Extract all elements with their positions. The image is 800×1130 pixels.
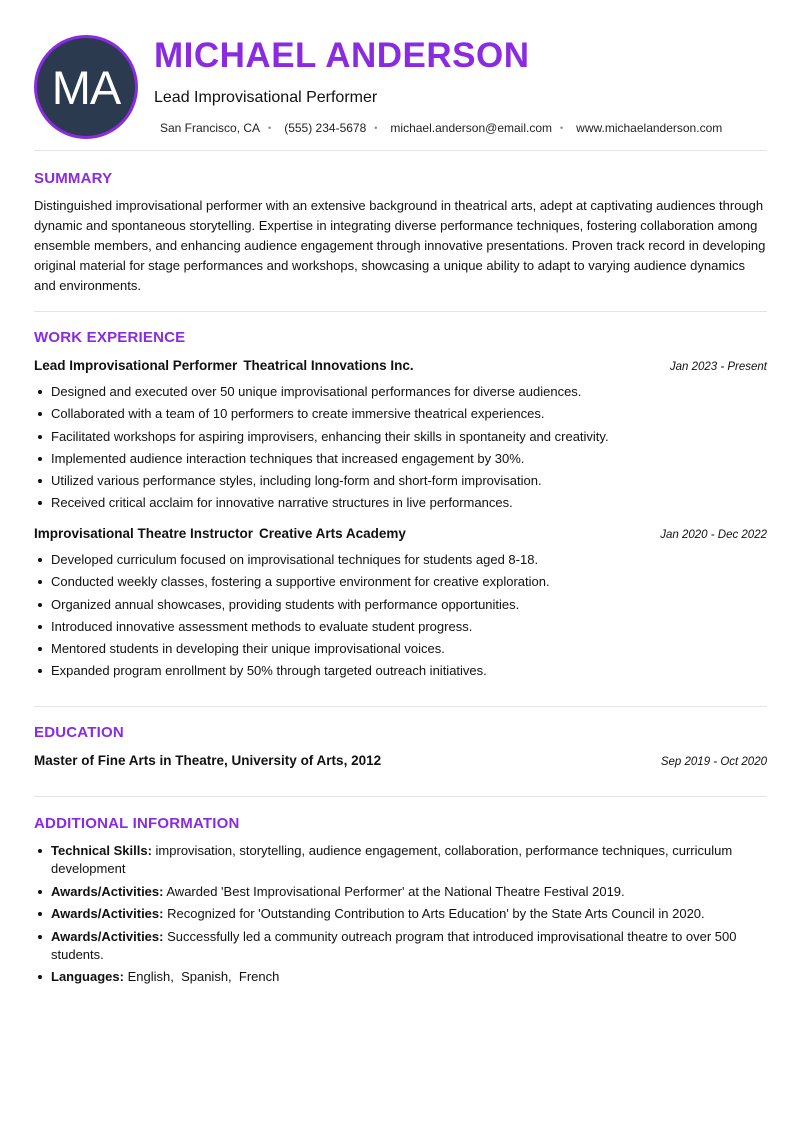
contact-bar bbox=[160, 121, 722, 135]
list-item: Received critical acclaim for innovative narrative structures in live performances. bbox=[34, 494, 767, 512]
divider bbox=[34, 796, 767, 797]
list-item bbox=[34, 883, 767, 901]
job-bullets bbox=[34, 551, 767, 685]
bullet-separator-icon: • bbox=[560, 123, 564, 133]
education-dates: Sep 2019 - Oct 2020 bbox=[660, 756, 767, 768]
list-item: Implemented audience interaction techniques that increased engagement by 30%. bbox=[34, 450, 767, 468]
item-label: Languages: bbox=[51, 969, 124, 984]
education-entry bbox=[34, 753, 767, 768]
section-title-education: EDUCATION bbox=[34, 724, 124, 741]
list-item: Facilitated workshops for aspiring improvisers, enhancing their skills in spontaneity and creativity. bbox=[34, 428, 767, 446]
list-item: Introduced innovative assessment methods to evaluate student progress. bbox=[34, 618, 767, 636]
item-text: Awarded 'Best Improvisational Performer' at the National Theatre Festival 2019. bbox=[166, 883, 625, 899]
list-item bbox=[34, 842, 767, 878]
list-item bbox=[34, 905, 767, 923]
job-dates: Jan 2020 - Dec 2022 bbox=[660, 529, 767, 541]
list-item: Designed and executed over 50 unique improvisational performances for diverse audiences. bbox=[34, 383, 767, 401]
job-dates: Jan 2023 - Present bbox=[669, 361, 767, 373]
divider bbox=[34, 150, 767, 151]
avatar-initials: MA bbox=[51, 60, 121, 114]
job-role: Improvisational Theatre Instructor bbox=[34, 526, 254, 541]
avatar bbox=[34, 35, 138, 139]
list-item: Organized annual showcases, providing students with performance opportunities. bbox=[34, 596, 767, 614]
divider bbox=[34, 311, 767, 312]
job-role: Lead Improvisational Performer bbox=[34, 358, 238, 373]
section-title-summary: SUMMARY bbox=[34, 170, 113, 187]
job-header bbox=[34, 526, 767, 541]
candidate-name: MICHAEL ANDERSON bbox=[154, 36, 530, 75]
contact-phone[interactable]: (555) 234-5678 bbox=[284, 121, 367, 135]
list-item: Developed curriculum focused on improvisational techniques for students aged 8-18. bbox=[34, 551, 767, 569]
list-item: Conducted weekly classes, fostering a supportive environment for creative exploration. bbox=[34, 573, 767, 591]
job-bullets bbox=[34, 383, 767, 517]
divider bbox=[34, 706, 767, 707]
degree: Master of Fine Arts in Theatre, University of Arts, 2012 bbox=[34, 753, 382, 768]
section-title-experience: WORK EXPERIENCE bbox=[34, 329, 186, 346]
item-label: Awards/Activities: bbox=[51, 906, 164, 921]
job-header bbox=[34, 358, 767, 373]
item-text: improvisation, storytelling, audience engagement, collaboration, performance techniques, curriculum development bbox=[51, 843, 733, 876]
contact-website[interactable]: www.michaelanderson.com bbox=[576, 121, 723, 135]
job-title bbox=[34, 526, 406, 541]
item-label: Technical Skills: bbox=[51, 843, 152, 858]
job-company: Theatrical Innovations Inc. bbox=[243, 358, 414, 373]
list-item: Utilized various performance styles, including long-form and short-form improvisation. bbox=[34, 472, 767, 490]
candidate-title: Lead Improvisational Performer bbox=[154, 89, 378, 106]
item-text: English, Spanish, French bbox=[127, 969, 280, 984]
contact-email[interactable]: michael.anderson@email.com bbox=[390, 121, 553, 135]
bullet-separator-icon: • bbox=[374, 123, 378, 133]
job-title bbox=[34, 358, 414, 373]
section-title-additional: ADDITIONAL INFORMATION bbox=[34, 815, 240, 832]
item-label: Awards/Activities: bbox=[51, 928, 164, 944]
list-item bbox=[34, 928, 767, 964]
contact-location: San Francisco, CA bbox=[160, 121, 261, 135]
item-text: Successfully led a community outreach program that introduced improvisational theatre to over 500 students. bbox=[51, 928, 737, 962]
summary-text: Distinguished improvisational performer with an extensive background in theatrical arts, adept at captivating audiences through dynamic and spontaneous storytelling. Expertise in integrating diverse performance techniques, fostering collaboration among ensemble members, and enhancing audience engagement through innovative presentations. Proven track record in developing original material for stage performances and workshops, showcasing a unique ability to adapt to varying audience dynamics and environments. bbox=[34, 198, 766, 293]
list-item: Collaborated with a team of 10 performers to create immersive theatrical experiences. bbox=[34, 405, 767, 423]
additional-list bbox=[34, 842, 767, 991]
job-company: Creative Arts Academy bbox=[259, 526, 406, 541]
item-label: Awards/Activities: bbox=[51, 883, 164, 899]
list-item bbox=[34, 968, 767, 986]
list-item: Expanded program enrollment by 50% through targeted outreach initiatives. bbox=[34, 662, 767, 680]
list-item: Mentored students in developing their unique improvisational voices. bbox=[34, 640, 767, 658]
item-text: Recognized for 'Outstanding Contribution to Arts Education' by the State Arts Council in 2020. bbox=[167, 906, 705, 921]
bullet-separator-icon: • bbox=[268, 123, 272, 133]
